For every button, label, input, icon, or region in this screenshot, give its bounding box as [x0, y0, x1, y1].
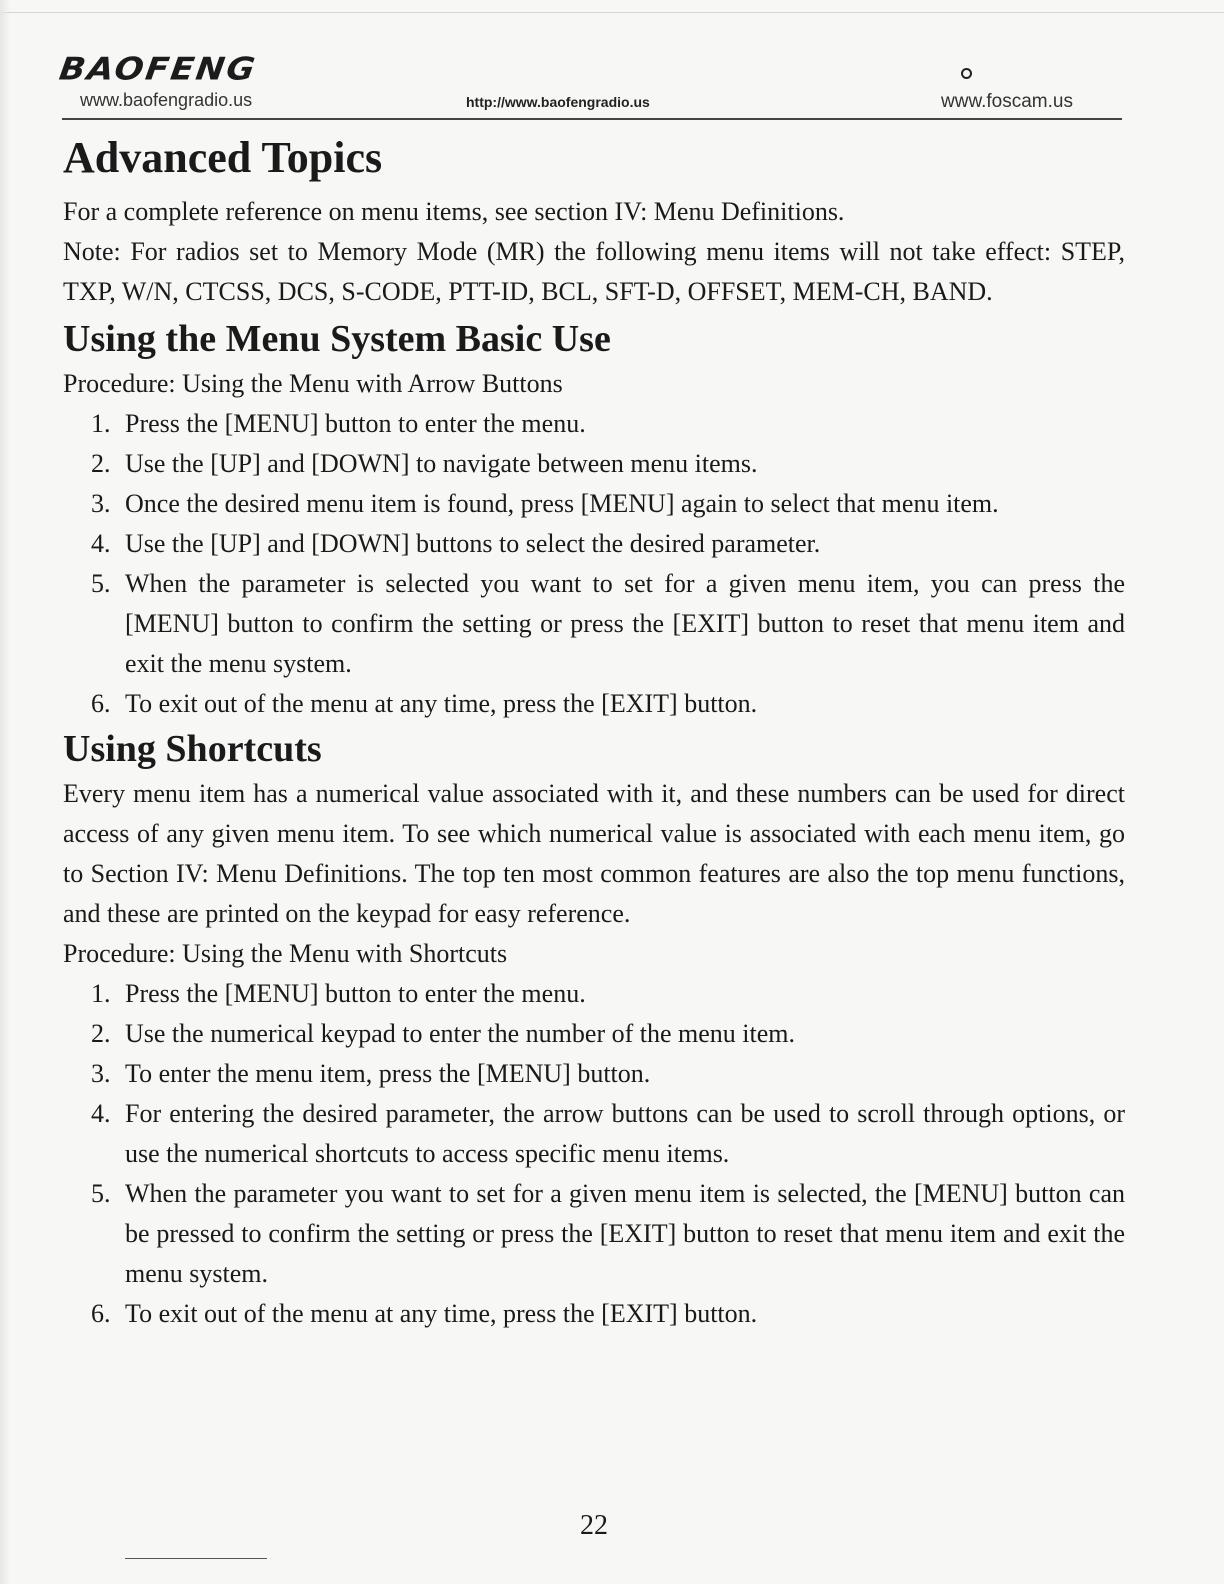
list-item: 4. Use the [UP] and [DOWN] buttons to select the desired parameter.	[91, 529, 821, 558]
center-url: http://www.baofengradio.us	[466, 94, 650, 110]
list-item: 2. Use the [UP] and [DOWN] to navigate between menu items.	[91, 449, 758, 478]
scan-edge-shadow	[0, 0, 10, 1584]
baofeng-logo: BAOFENG	[56, 51, 260, 88]
list-item: 5. When the parameter is selected you want to set for a given menu item, you can press the [MENU] button to confirm the setting or press the [EXIT] button to reset that menu item and exit the menu system.	[91, 569, 1125, 678]
section-heading-shortcuts: Using Shortcuts	[63, 728, 322, 770]
page-content	[63, 128, 1125, 1334]
page-number: 22	[580, 1510, 608, 1541]
list-item: 4. For entering the desired parameter, the arrow buttons can be used to scroll through options, or use the numerical shortcuts to access specific menu items.	[91, 1099, 1125, 1168]
list-item: 1. Press the [MENU] button to enter the menu.	[91, 409, 586, 438]
list-item: 3. To enter the menu item, press the [MENU] button.	[91, 1059, 651, 1088]
section-heading-basic-use: Using the Menu System Basic Use	[63, 318, 611, 360]
foscam-dot-icon	[961, 68, 972, 79]
basic-use-steps	[63, 404, 1125, 724]
intro-paragraph: For a complete reference on menu items, see section IV: Menu Definitions.	[63, 197, 845, 226]
note-paragraph: Note: For radios set to Memory Mode (MR) the following menu items will not take effect: STEP, TXP, W/N, CTCSS, DCS, S-CODE, PTT-ID, BCL, SFT-D, OFFSET, MEM-CH, BAND.	[63, 237, 1125, 306]
logo-url: www.baofengradio.us	[80, 90, 253, 110]
list-item: 2. Use the numerical keypad to enter the number of the menu item.	[91, 1019, 795, 1048]
procedure-label: Procedure: Using the Menu with Arrow Buttons	[63, 369, 563, 398]
shortcut-steps	[63, 974, 1125, 1334]
top-edge-rule	[0, 12, 1224, 13]
header-divider	[62, 118, 1122, 120]
list-item: 3. Once the desired menu item is found, press [MENU] again to select that menu item.	[91, 489, 999, 518]
procedure-label: Procedure: Using the Menu with Shortcuts	[63, 939, 508, 968]
list-item: 6. To exit out of the menu at any time, press the [EXIT] button.	[91, 1299, 758, 1328]
shortcuts-paragraph: Every menu item has a numerical value associated with it, and these numbers can be used for direct access of any given menu item. To see which numerical value is associated with each menu item, go to Section IV: Menu Definitions. The top ten most common features are also the top menu functions, and these are printed on the keypad for easy reference.	[63, 779, 1125, 928]
foscam-url: www.foscam.us	[941, 91, 1073, 112]
list-item: 6. To exit out of the menu at any time, press the [EXIT] button.	[91, 689, 758, 718]
list-item: 5. When the parameter you want to set for a given menu item is selected, the [MENU] button can be pressed to confirm the setting or press the [EXIT] button to reset that menu item and exit the menu system.	[91, 1179, 1125, 1288]
footnote-divider	[125, 1558, 267, 1559]
list-item: 1. Press the [MENU] button to enter the menu.	[91, 979, 586, 1008]
page-title: Advanced Topics	[63, 133, 383, 182]
